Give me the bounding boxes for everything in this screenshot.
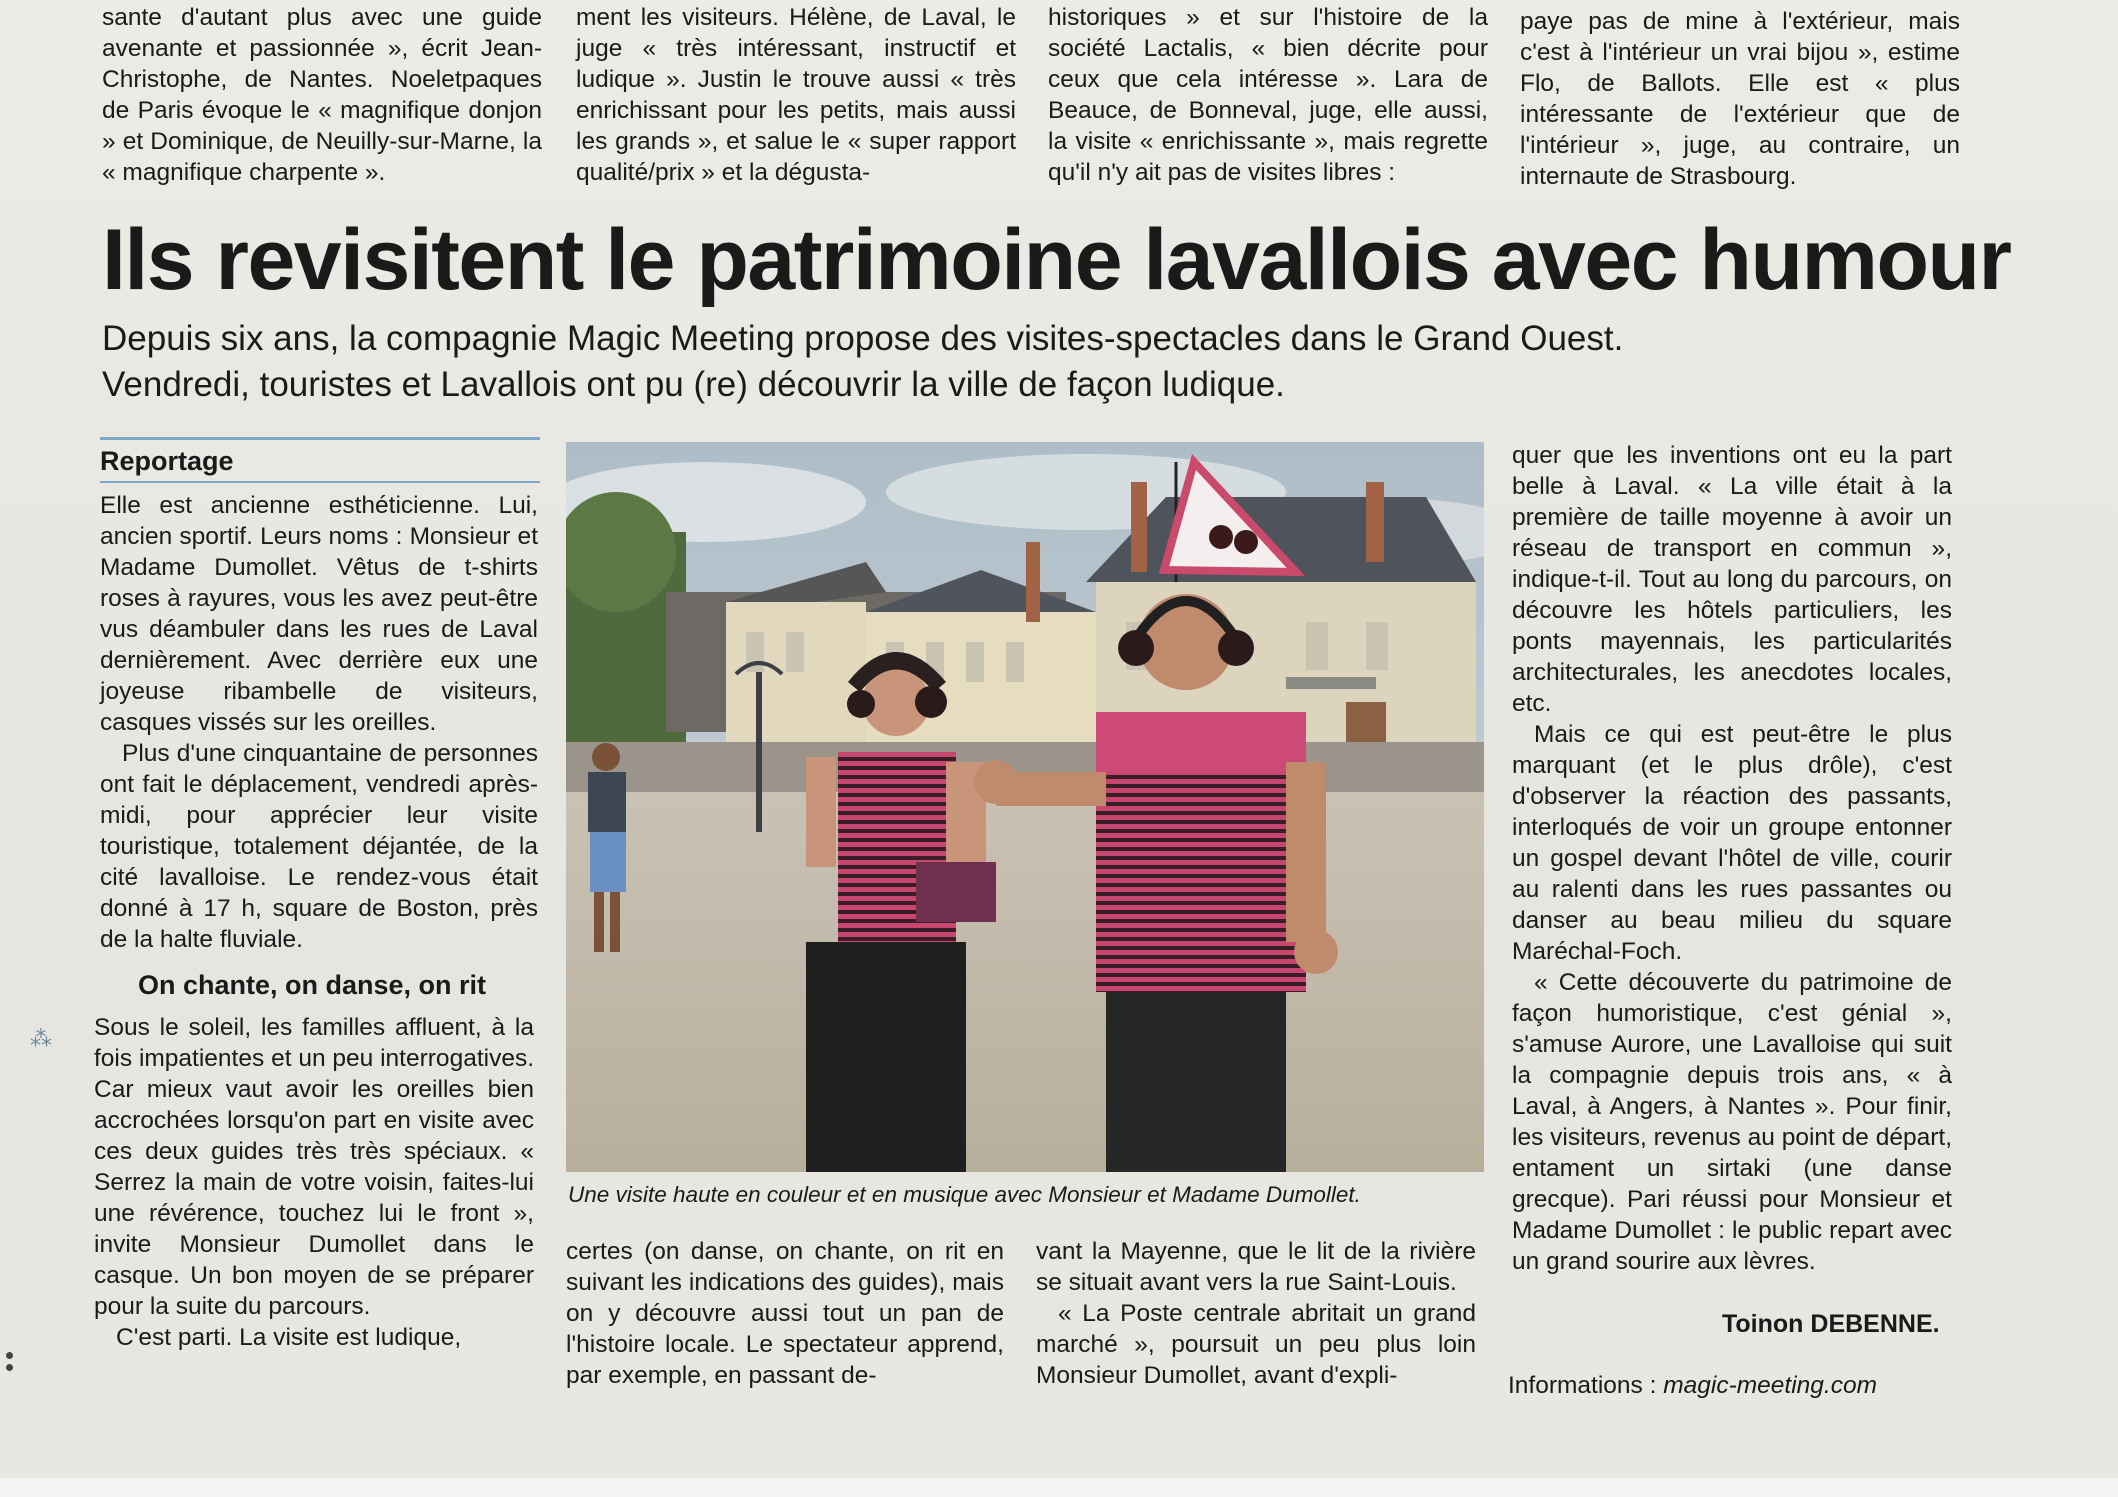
paragraph: Mais ce qui est peut-être le plus marquant (et le plus drôle), c'est d'observer la réaction des passants, interloqués de voir un groupe entonner un gospel devant l'hôtel de ville, courir au ralenti dans les rues passantes ou danser au beau milieu du square Maréchal-Foch. bbox=[1512, 721, 1952, 965]
paragraph: vant la Mayenne, que le lit de la rivière se situait avant vers la rue Saint-Louis. bbox=[1036, 1238, 1476, 1296]
info-link[interactable]: magic-meeting.com bbox=[1663, 1372, 1877, 1399]
article-headline: Ils revisitent le patrimoine lavallois avec humour bbox=[102, 212, 2011, 308]
article-column-1b bbox=[94, 1012, 534, 1353]
paragraph: paye pas de mine à l'extérieur, mais c'est à l'intérieur un vrai bijou », estime Flo, de Ballots. Elle est « plus intéressante de l'extérieur que de l'intérieur », juge, au contraire, un internaute de Strasbourg. bbox=[1520, 8, 1960, 190]
article-standfirst: Depuis six ans, la compagnie Magic Meeting propose des visites-spectacles dans le Grand Ouest. Vendredi, touristes et Lavallois ont pu (re) découvrir la ville de façon ludique. bbox=[102, 319, 1624, 404]
paragraph: Plus d'une cinquantaine de personnes ont fait le déplacement, vendredi après-midi, pour apprécier leur visite touristique, totalement déjantée, de la cité lavalloise. Le rendez-vous était donné à 17 h, square de Boston, près de la halte fluviale. bbox=[100, 740, 538, 953]
author-signature: Toinon DEBENNE. bbox=[1722, 1310, 1940, 1338]
paragraph: sante d'autant plus avec une guide avenante et passionnée », écrit Jean-Christophe, de Nantes. Noeletpaques de Paris évoque le « magnifique donjon » et Dominique, de Neuilly-sur-Marne, la « magnifique charpente ». bbox=[102, 4, 542, 186]
top-column-3 bbox=[1048, 2, 1488, 188]
paragraph: ment les visiteurs. Hélène, de Laval, le juge « très intéressant, instructif et ludique ». Justin le trouve aussi « très enrichissant pour les petits, mais aussi les grands », et salue le « super rapport qualité/prix » et la dégusta- bbox=[576, 4, 1016, 186]
rubric-rule bbox=[100, 437, 540, 440]
paragraph: « La Poste centrale abritait un grand marché », poursuit un peu plus loin Monsieur Dumollet, avant d'expli- bbox=[1036, 1300, 1476, 1389]
article-column-3 bbox=[1036, 1236, 1476, 1391]
article-column-4 bbox=[1512, 440, 1952, 1277]
article-photo bbox=[566, 442, 1484, 1172]
scan-margin bbox=[0, 1478, 2118, 1497]
article-column-1a bbox=[100, 490, 538, 955]
paragraph: certes (on danse, on chante, on rit en suivant les indications des guides), mais on y découvre aussi tout un pan de l'histoire locale. Le spectateur apprend, par exemple, en passant de- bbox=[566, 1238, 1004, 1389]
paragraph: quer que les inventions ont eu la part belle à Laval. « La ville était à la première de taille moyenne à avoir un réseau de transport en commun », indique-t-il. Tout au long du parcours, on découvre les hôtels particuliers, les ponts mayennais, les particularités architecturales, les anecdotes locales, etc. bbox=[1512, 442, 1952, 717]
paragraph: Sous le soleil, les familles affluent, à la fois impatientes et un peu interrogatives. Car mieux vaut avoir les oreilles bien accrochées lorsqu'on part en visite avec ces deux guides très très spéciaux. « Serrez la main de votre voisin, faites-lui une révérence, touchez lui le front », invite Monsieur Dumollet dans le casque. Un bon moyen de se préparer pour la suite du parcours. bbox=[94, 1014, 534, 1320]
paragraph: C'est parti. La visite est ludique, bbox=[116, 1324, 462, 1351]
top-column-1 bbox=[102, 2, 542, 188]
info-line bbox=[1508, 1370, 1877, 1401]
info-label: Informations : bbox=[1508, 1372, 1664, 1399]
paragraph: historiques » et sur l'histoire de la société Lactalis, « bien décrite pour ceux que cela intéresse ». Lara de Beauce, de Bonneval, juge, elle aussi, la visite « enrichissante », mais regrette qu'il n'y ait pas de visites libres : bbox=[1048, 4, 1488, 186]
paragraph: « Cette découverte du patrimoine de façon humoristique, c'est génial », s'amuse Aurore, une Lavalloise qui suit la compagnie depuis trois ans, « à Laval, à Angers, à Nantes ». Pour finir, les visiteurs, revenus au point de départ, entament un sirtaki (une danse grecque). Pari réussi pour Monsieur et Madame Dumollet : le public repart avec un grand sourire aux lèvres. bbox=[1512, 969, 1952, 1275]
article-subhead: On chante, on danse, on rit bbox=[138, 970, 487, 1000]
margin-mark: ⁂ bbox=[30, 1026, 52, 1051]
top-column-4 bbox=[1520, 6, 1960, 192]
rubric-rule bbox=[100, 481, 540, 483]
rubric-label: Reportage bbox=[100, 446, 234, 476]
paragraph: Elle est ancienne esthéticienne. Lui, ancien sportif. Leurs noms : Monsieur et Madame Dumollet. Vêtus de t-shirts roses à rayures, vous les avez peut-être vus déambuler dans les rues de Laval dernièrement. Avec derrière eux une joyeuse ribambelle de visiteurs, casques vissés sur les oreilles. bbox=[100, 492, 538, 736]
top-column-2 bbox=[576, 2, 1016, 188]
binding-marks bbox=[6, 1352, 14, 1376]
article-column-2 bbox=[566, 1236, 1004, 1391]
photo-caption: Une visite haute en couleur et en musique avec Monsieur et Madame Dumollet. bbox=[568, 1182, 1361, 1207]
